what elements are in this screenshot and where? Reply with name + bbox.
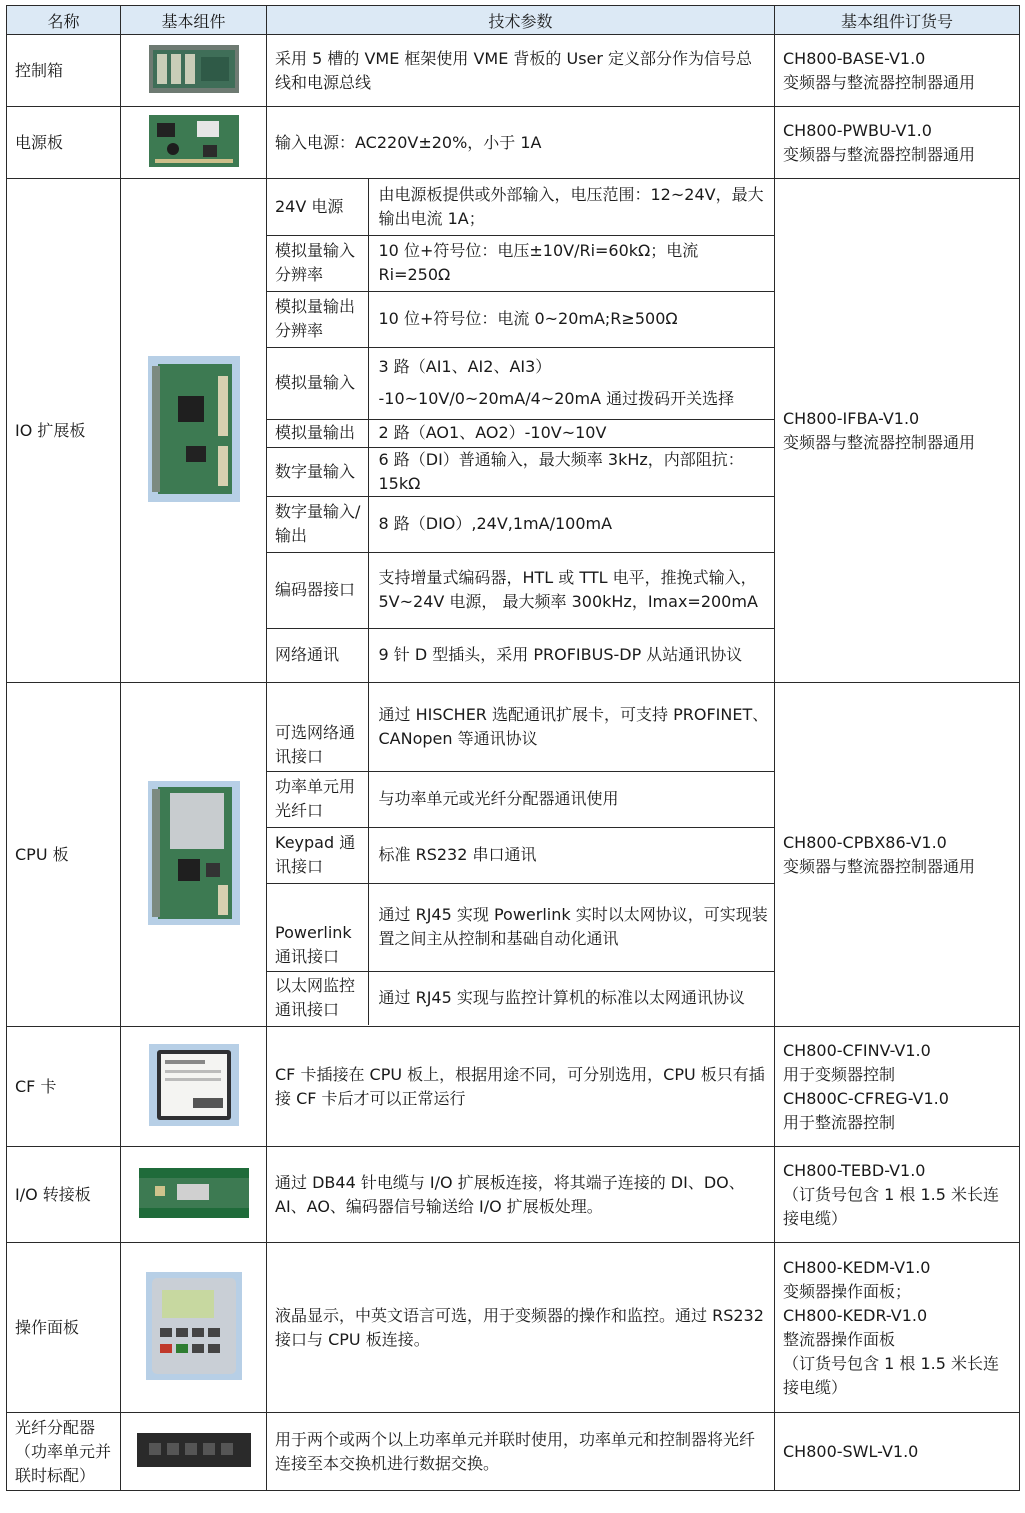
- sub-detail: 通过 HISCHER 选配通讯扩展卡，可支持 PROFINET、CANopen 等通讯协议: [368, 683, 774, 771]
- sub-detail: 9 针 D 型插头，采用 PROFIBUS-DP 从站通讯协议: [378, 645, 743, 665]
- table-row: [7, 683, 1020, 1027]
- order-note: （订货号包含 1 根 1.5 米长连接电缆）: [783, 1353, 999, 1397]
- sub-detail-line: 3 路（AI1、AI2、AI3）: [378, 357, 552, 376]
- order-note: 变频器与整流器控制器通用: [783, 72, 976, 92]
- order-number: CH800C-CFREG-V1.0: [783, 1088, 949, 1108]
- sub-detail-line: -10~10V/0~20mA/4~20mA 通过拨码开关选择: [378, 389, 735, 408]
- order-note: 变频器操作面板；: [783, 1281, 912, 1301]
- sub-detail: 标准 RS232 串口通讯: [368, 827, 774, 883]
- order-number: CH800-KEDR-V1.0: [783, 1305, 928, 1325]
- row-param-cf-card: CF 卡插接在 CPU 板上，根据用途不同，可分别选用，CPU 板只有插接 CF 卡后才可以正常运行: [267, 1027, 775, 1147]
- table-row: [7, 1413, 1020, 1491]
- sub-row: [267, 179, 774, 235]
- sub-label: Powerlink 通讯接口: [267, 883, 368, 971]
- sub-detail: 6 路（DI）普通输入，最大频率 3kHz，内部阻抗：15kΩ: [368, 447, 774, 496]
- row-order-cpu-board: [775, 683, 1020, 1027]
- order-note: 用于变频器控制: [783, 1064, 896, 1084]
- power-board-photo-icon: [149, 115, 239, 167]
- sub-label: 编码器接口: [267, 552, 368, 628]
- order-note: 变频器与整流器控制器通用: [783, 856, 976, 876]
- cpu-board-photo-icon: [148, 781, 240, 925]
- sub-detail: 通过 RJ45 实现与监控计算机的标准以太网通讯协议: [378, 988, 745, 1008]
- sub-row: [267, 447, 774, 496]
- sub-detail: 10 位+符号位：电流 0~20mA;R≥500Ω: [368, 291, 774, 347]
- adapter-board-photo-icon: [135, 1160, 253, 1226]
- row-order-keypad: [775, 1243, 1020, 1413]
- sub-row: [267, 628, 774, 682]
- sub-label: 网络通讯: [267, 628, 368, 682]
- sub-label: 24V 电源: [267, 179, 368, 235]
- row-name-cf-card: CF 卡: [7, 1027, 121, 1147]
- io-board-subtable: [267, 179, 774, 682]
- order-number: CH800-CPBX86-V1.0: [783, 832, 947, 852]
- sub-label: 功率单元用光纤口: [267, 771, 368, 827]
- sub-label: 模拟量输出分辨率: [267, 291, 368, 347]
- sub-detail: 10 位+符号位：电压±10V/Ri=60kΩ；电流 Ri=250Ω: [368, 235, 774, 291]
- cpu-board-subtable: [267, 683, 774, 1025]
- sub-detail: [368, 347, 774, 419]
- table-row: [7, 1027, 1020, 1147]
- row-name-io-board: IO 扩展板: [7, 179, 121, 683]
- row-name-fiber-switch: 光纤分配器（功率单元并联时标配）: [7, 1413, 121, 1491]
- row-order-cf-card: [775, 1027, 1020, 1147]
- sub-row: [267, 291, 774, 347]
- sub-row: [267, 771, 774, 827]
- sub-detail: 通过 RJ45 实现 Powerlink 实时以太网协议，可实现装置之间主从控制和基础自动化通讯: [368, 883, 774, 971]
- order-number: CH800-SWL-V1.0: [783, 1441, 919, 1461]
- sub-label: 以太网监控通讯接口: [267, 971, 368, 1025]
- row-name-cpu-board: CPU 板: [7, 683, 121, 1027]
- order-number: CH800-PWBU-V1.0: [783, 120, 932, 140]
- row-name-control-box: 控制箱: [7, 35, 121, 107]
- table-row: [7, 179, 1020, 683]
- row-name-power-board: 电源板: [7, 107, 121, 179]
- sub-label: 模拟量输出: [267, 419, 368, 447]
- row-name-io-adapter: I/O 转接板: [7, 1147, 121, 1243]
- header-name: 名称: [7, 6, 121, 35]
- sub-label: 数字量输入: [267, 447, 368, 496]
- io-board-params: [267, 179, 775, 683]
- sub-label: 数字量输入/输出: [267, 496, 368, 552]
- row-order-power-board: [775, 107, 1020, 179]
- sub-detail: 8 路（DIO）,24V,1mA/100mA: [368, 496, 774, 552]
- row-param-io-adapter: 通过 DB44 针电缆与 I/O 扩展板连接，将其端子连接的 DI、DO、AI、AO、编码器信号输送给 I/O 扩展板处理。: [267, 1147, 775, 1243]
- sub-row: [267, 827, 774, 883]
- row-order-control-box: [775, 35, 1020, 107]
- table-row: [7, 35, 1020, 107]
- cpu-board-params: [267, 683, 775, 1027]
- order-note: 用于整流器控制: [783, 1112, 896, 1132]
- sub-label: 模拟量输入: [267, 347, 368, 419]
- order-number: CH800-KEDM-V1.0: [783, 1257, 931, 1277]
- order-note: 整流器操作面板: [783, 1329, 896, 1349]
- sub-row: [267, 683, 774, 771]
- row-param-power-board: 输入电源：AC220V±20%，小于 1A: [267, 107, 775, 179]
- keypad-photo-icon: [146, 1272, 242, 1380]
- cf-card-photo-icon: [149, 1044, 239, 1126]
- sub-detail: 由电源板提供或外部输入，电压范围：12~24V，最大输出电流 1A；: [368, 179, 774, 235]
- header-row: [7, 6, 1020, 35]
- sub-row: [267, 496, 774, 552]
- sub-row: [267, 235, 774, 291]
- sub-row: [267, 971, 774, 1025]
- row-param-fiber-switch: 用于两个或两个以上功率单元并联时使用，功率单元和控制器将光纤连接至本交换机进行数据交换。: [267, 1413, 775, 1491]
- chassis-photo-icon: [149, 45, 239, 93]
- sub-row: [267, 347, 774, 419]
- row-param-keypad: 液晶显示，中英文语言可选，用于变频器的操作和监控。通过 RS232 接口与 CPU 板连接。: [267, 1243, 775, 1413]
- order-number: CH800-BASE-V1.0: [783, 48, 926, 68]
- order-number: CH800-TEBD-V1.0: [783, 1160, 926, 1180]
- table-row: [7, 1147, 1020, 1243]
- order-note: （订货号包含 1 根 1.5 米长连接电缆）: [783, 1184, 999, 1228]
- sub-label: 可选网络通讯接口: [267, 683, 368, 771]
- table-row: [7, 1243, 1020, 1413]
- header-order-no: 基本组件订货号: [775, 6, 1020, 35]
- header-component: 基本组件: [121, 6, 267, 35]
- row-param-control-box: 采用 5 槽的 VME 框架使用 VME 背板的 User 定义部分作为信号总线和电源总线: [267, 35, 775, 107]
- sub-detail: 与功率单元或光纤分配器通讯使用: [368, 771, 774, 827]
- sub-detail: 2 路（AO1、AO2）-10V~10V: [368, 419, 774, 447]
- sub-label: Keypad 通讯接口: [267, 827, 368, 883]
- component-table: [6, 5, 1020, 1491]
- switch-photo-icon: [135, 1427, 253, 1473]
- table-row: [7, 107, 1020, 179]
- order-number: CH800-IFBA-V1.0: [783, 408, 920, 428]
- row-order-io-board: [775, 179, 1020, 683]
- sub-row: [267, 883, 774, 971]
- row-order-io-adapter: [775, 1147, 1020, 1243]
- header-params: 技术参数: [267, 6, 775, 35]
- sub-row: [267, 419, 774, 447]
- spec-sheet: [6, 5, 1020, 1491]
- order-note: 变频器与整流器控制器通用: [783, 144, 976, 164]
- order-number: CH800-CFINV-V1.0: [783, 1040, 931, 1060]
- row-order-fiber-switch: [775, 1413, 1020, 1491]
- row-name-keypad: 操作面板: [7, 1243, 121, 1413]
- order-note: 变频器与整流器控制器通用: [783, 432, 976, 452]
- io-board-photo-icon: [148, 356, 240, 502]
- sub-label: 模拟量输入分辨率: [267, 235, 368, 291]
- sub-detail: 支持增量式编码器，HTL 或 TTL 电平，推挽式输入， 5V~24V 电源， 最大频率 300kHz，Imax=200mA: [368, 552, 774, 628]
- sub-row: [267, 552, 774, 628]
